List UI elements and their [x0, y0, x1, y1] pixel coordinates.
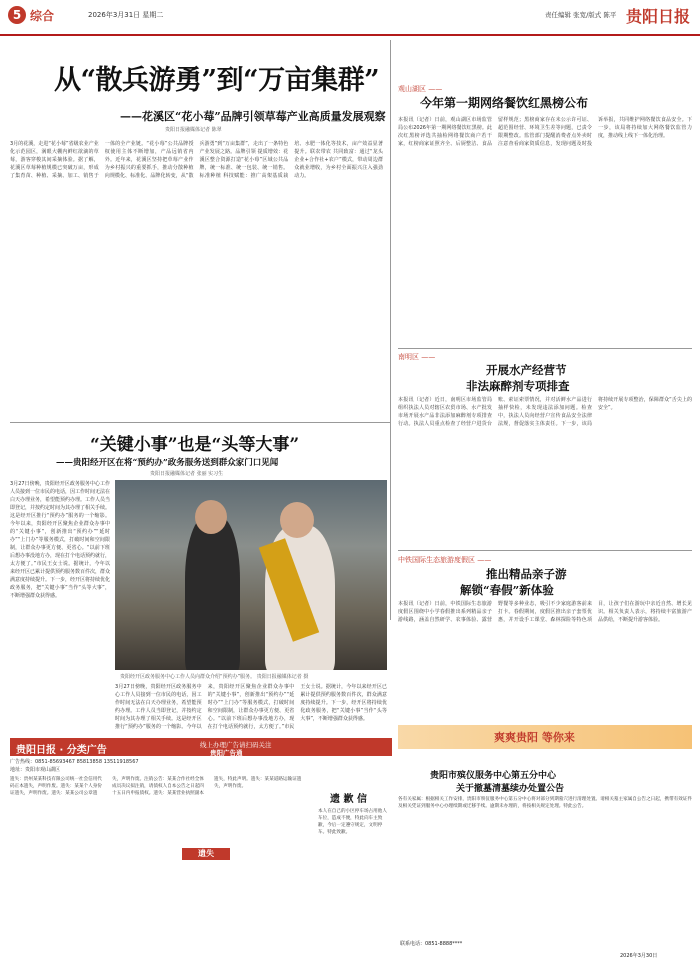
gov-notice-body: 各有关家属：根据相关工作安排，贵阳市殡仪服务中心第五分中心将对部分到期墓穴进行清理处置。请相关墓主家属自公告之日起，携带有效证件及相关凭证到服务中心办理续期或迁移手续。逾期未办理的，将按相关规定处理。特此公告。	[398, 797, 692, 809]
classifieds-brand: 贵阳日报 · 分类广告	[16, 745, 107, 756]
classifieds-phones: 广告热线：0851-85693467 85813858 13511918567	[10, 759, 139, 765]
newspaper-logo: 贵阳日报	[626, 7, 691, 26]
second-byline: 贵阳日报融媒体记者 张丽 实习生	[150, 471, 224, 477]
apology-title: 遗 歉 信	[330, 794, 367, 805]
page-number: 5	[8, 6, 26, 24]
photo-head-man	[195, 500, 227, 534]
second-body-continued: 3月27日傍晚，贵阳经开区政务服务中心工作人员接到一位市民的电话，因工作时间无法在白天办理业务，希望能预约办理。工作人员当即登记，并按约定时间为其办理了相关手续。这是经开区推行“预约办”服务的一个缩影。今年以来，贵阳经开区聚焦企业群众办事中的“关键小事”，创新推出“预约办”“延时办”“上门办”等服务模式，打破时间和空间限制，让群众办事更方便、更省心。“以前下班后想办事没地方办，现在打个电话预约就行，太方便了。”市民王女士说。据统计，今年以来经开区已累计提供预约服务数百件次，群众满意度持续提升。下一步，经开区将持续优化政务服务，把“关键小事”当作“头等大事”，不断增强群众获得感。	[115, 684, 387, 730]
lead-body: 3月的花溪，走进“花小莓”省级农业产业化示范园区，满眼大棚内鲜红欲滴的草莓，游客穿梭其间采摘体验。据了解，花溪区草莓种植规模已突破万亩，形成了集育苗、种植、采摘、加工、销售于一体的全产业链。“花小莓”公共品牌授权使用主体不断增加，产品远销省内外。近年来，花溪区坚持把草莓产业作为乡村振兴的重要抓手，推动分散种植向规模化、标准化、品牌化转变，从“散兵游勇”到“万亩集群”，走出了一条特色产业发展之路。品牌引领 提质增效：花溪区整合资源打造“花小莓”区域公共品牌，统一标准、统一包装、统一销售。标准种植 科技赋能：推广高架基质栽培、水肥一体化等技术，亩产效益显著提升。联农带农 共同致富：通过“龙头企业+合作社+农户”模式，带动周边群众就业增收，为乡村全面振兴注入强劲动力。	[10, 141, 383, 179]
right-mid-headline-2: 非法麻醉剂专项排查	[466, 379, 570, 393]
column-divider	[390, 40, 391, 620]
right-low-headline: 推出精品亲子游	[486, 567, 567, 581]
classifieds-hotline-2: 贵阳广告通	[210, 749, 243, 757]
issue-date: 2026年3月31日 星期二	[88, 11, 164, 19]
lead-byline: 贵阳日报融媒体记者 陈翠	[165, 127, 222, 133]
lead-subtitle: ——花溪区“花小莓”品牌引领草莓产业高质量发展观察	[120, 110, 386, 123]
right-top-body: 本报讯（记者）日前，观山湖区市场监管局公布2026年第一期网络餐饮红黑榜。此次红黑榜评选共抽检网络餐饮商户若干家，红榜商家证照齐全、后厨整洁、食品留样规范；黑榜商家存在未公示许可证、超范围经营、环境卫生差等问题，已责令限期整改。监管部门提醒消费者点外卖时注意查看商家资质信息，发现问题及时投诉举报，共同维护网络餐饮食品安全。下一步，该局将持续加大网络餐饮监管力度，推动线上线下一体化治理。	[398, 117, 692, 147]
section-divider-2	[398, 550, 692, 551]
second-headline: “关键小事”也是“头等大事”	[90, 435, 300, 455]
section-divider-3	[10, 422, 390, 423]
gov-notice-title: 贵阳市殡仪服务中心第五分中心	[430, 771, 557, 781]
right-low-body: 本报讯（记者）日前，中铁国际生态旅游度假区围绕中小学春假推出系列精品亲子游线路，涵盖自然研学、农事体验、露营野餐等多种业态，吸引不少家庭游客前来打卡。春假期间，度假区推出亲子套票优惠，并开设手工课堂、森林探险等特色项目，让孩子们在游玩中亲近自然、增长见识。相关负责人表示，将持续丰富旅游产品供给，不断提升游客体验。	[398, 601, 692, 623]
right-top-headline: 今年第一期网络餐饮红黑榜公布	[420, 96, 589, 110]
second-subtitle: ——贵阳经开区在将“预约办”政务服务送到群众家门口见闻	[56, 458, 279, 468]
editor-credit: 责任编辑 张宽/版式 陈平	[545, 11, 617, 19]
classifieds-address: 地址：贵阳市观山湖区	[10, 767, 61, 773]
section-name: 综合	[30, 9, 55, 23]
page-header	[0, 0, 700, 36]
right-top-district: 观山湖区 ——	[398, 85, 443, 93]
gov-notice-date: 2026年3月30日	[620, 953, 658, 959]
gov-notice-title-2: 关于撤墓清墓续办处置公告	[456, 784, 565, 794]
photo-head-woman	[280, 502, 314, 538]
classifieds-hotline: 线上办理广告请扫码关注	[200, 741, 272, 749]
right-low-headline-2: 解锁“春假”新体验	[460, 583, 554, 597]
right-mid-district: 南明区 ——	[398, 353, 436, 361]
gov-notice-contact: 联系电话：0851-8888****	[400, 941, 463, 947]
photo-caption: 贵阳经开区政务服务中心工作人员向群众介绍“预约办”服务。 贵阳日报融媒体记者 摄	[120, 674, 309, 680]
cancel-label: 遗失	[182, 848, 230, 860]
second-body: 3月27日傍晚，贵阳经开区政务服务中心工作人员接到一位市民的电话，因工作时间无法在白天办理业务，希望能预约办理。工作人员当即登记，并按约定时间为其办理了相关手续。这是经开区推行“预约办”服务的一个缩影。今年以来，贵阳经开区聚焦企业群众办事中的“关键小事”，创新推出“预约办”“延时办”“上门办”等服务模式，打破时间和空间限制，让群众办事更方便、更省心。“以前下班后想办事没地方办，现在打个电话预约就行，太方便了。”市民王女士说。据统计，今年以来经开区已累计提供预约服务数百件次，群众满意度持续提升。下一步，经开区将持续优化政务服务，把“关键小事”当作“头等大事”，不断增强群众获得感。	[10, 481, 110, 599]
classifieds-bar	[10, 738, 392, 756]
photo-person-man	[185, 515, 240, 670]
apology-body: 本人在自己的小区停车场占用他人车位，造成不便，特此向车主致歉，今后一定遵守规定，文明停车。特此致歉。	[318, 809, 387, 835]
classifieds-body: 遗失：贵州某某科技有限公司统一社会信用代码正本遗失，声明作废。遗失：某某个人身份证遗失，声明作废。遗失：某某公司公章遗失，声明作废。注销公告：某某合作社经全体成员决议拟注销，请债权人自本公告之日起四十五日内申报债权。遗失：某某营业执照副本遗失，特此声明。遗失：某某道路运输证遗失，声明作废。	[10, 777, 302, 796]
right-mid-body: 本报讯（记者）近日，南明区市场监管局组织执法人员对辖区农贸市场、水产批发市场开展水产品非法添加麻醉剂专项排查行动。执法人员重点检查了经营户进货台账、索证索票情况，并对活鲜水产品进行抽样快检，未发现违法添加问题。检查中，执法人员向经营户宣传食品安全法律法规，督促落实主体责任。下一步，该局将持续开展专项整治，保障群众“舌尖上的安全”。	[398, 397, 692, 427]
tourism-ad-banner	[398, 725, 692, 749]
news-photo	[115, 480, 387, 670]
section-divider	[398, 348, 692, 349]
right-mid-headline: 开展水产经营节	[486, 363, 567, 377]
right-low-district: 中铁国际生态旅游度假区 ——	[398, 556, 492, 564]
ad-slogan: 爽爽贵阳 等你来	[494, 731, 575, 744]
lead-headline: 从“散兵游勇”到“万亩集群”	[54, 65, 380, 96]
